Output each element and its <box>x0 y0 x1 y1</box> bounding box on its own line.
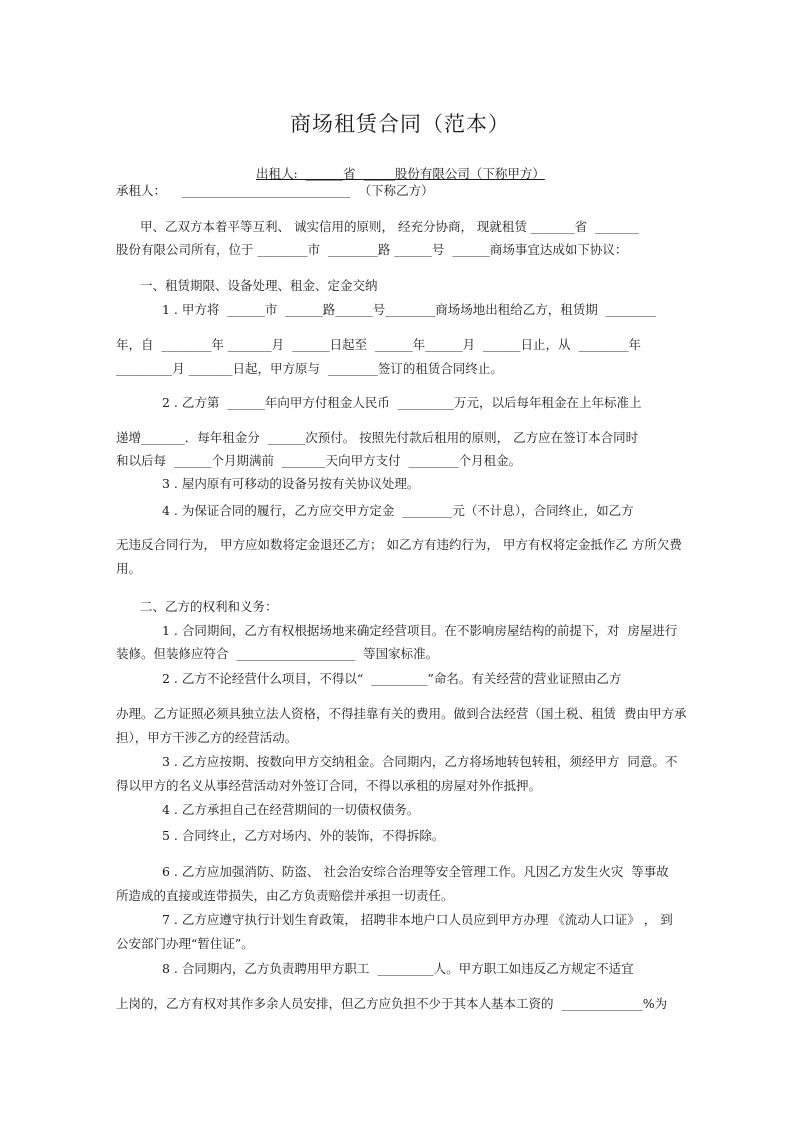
section1-line: _________月 _______日起，甲方原与 ________签订的租赁合同终止。 <box>116 361 503 376</box>
section2-line: 得以甲方的名义从事经营活动对外签订合同，不得以承租的房屋对外作抵押。 <box>116 778 542 793</box>
section2-line: 6 . 乙方应加强消防、防盗、 社会治安综合治理等安全管理工作。凡因乙方发生火灾 等事故 <box>162 864 669 879</box>
section2-line: 公安部门办理“暂住证”。 <box>116 936 254 951</box>
section1-line: 用。 <box>116 561 142 576</box>
section1-line: 和以后每 ______个月期满前 _______天向甲方支付 ________个月租金。 <box>116 453 522 468</box>
section1-line: 年，自 ________年 _______月 ______日起至 ______年______月 ______日止，从 ________年 <box>116 337 641 352</box>
section2-line: 装修。但装修应符合 ___________________ 等国家标准。 <box>116 646 439 661</box>
section2-line: 1 . 合同期间，乙方有权根据场地来确定经营项目。在不影响房屋结构的前提下，对 房屋进行 <box>162 623 678 638</box>
section1-line: 3 . 屋内原有可移动的设备另按有关协议处理。 <box>162 476 420 491</box>
section2-line: 3 . 乙方应按期、按数向甲方交纳租金。合同期内，乙方将场地转包转租，须经甲方 同意。不 <box>162 754 678 769</box>
section2-line: 4 . 乙方承担自己在经营期间的一切债权债务。 <box>162 802 420 817</box>
section2-heading: 二、乙方的权利和义务： <box>140 599 278 614</box>
intro-line: 股份有限公司所有，位于 ________市 ________路 ______号 ______商场事宜达成如下协议： <box>116 242 628 257</box>
intro-line: 甲、乙双方本着平等互利、 诚实信用的原则， 经充分协商， 现就租赁 _______省 _______ <box>140 219 639 234</box>
section2-line: 8 . 合同期内，乙方负责聘用甲方职工 _________人。甲方职工如违反乙方规定不适宜 <box>162 961 634 976</box>
section2-line: 所造成的直接或连带损失，由乙方负责赔偿并承担一切责任。 <box>116 888 454 903</box>
section1-line: 无违反合同行为， 甲方应如数将定金退还乙方； 如乙方有违约行为， 甲方有权将定金抵作乙 方所欠费 <box>116 537 682 552</box>
section2-line: 上岗的，乙方有权对其作多余人员安排，但乙方应负担不少于其本人基本工资的 _____________%为 <box>116 996 668 1011</box>
document-title: 商场租赁合同（范本） <box>290 112 510 136</box>
section1-line: 递增_______．每年租金分 ______次预付。 按照先付款后租用的原则， 乙方应在签订本合同时 <box>116 430 639 445</box>
section2-line: 办理。乙方证照必须具独立法人资格，不得挂靠有关的费用。做到合法经营（国土税、租赁 费由甲方承 <box>116 706 687 721</box>
lessor-line: 出租人: ______省 _____股份有限公司（下称甲方） <box>256 166 545 181</box>
section1-line: 1 . 甲方将 ______市 ______路______号________商场场地出租给乙方，租赁期 ________ <box>162 302 656 317</box>
section1-heading: 一、租赁期限、设备处理、租金、定金交纳 <box>140 278 378 293</box>
section1-line: 4 . 为保证合同的履行，乙方应交甲方定金 ________元（不计息），合同终止，如乙方 <box>162 503 634 518</box>
section2-line: 2 . 乙方不论经营什么项目，不得以“ _________”命名。有关经营的营业证照由乙方 <box>162 671 622 686</box>
lessee-line: 承租人： ___________________________ （下称乙方） <box>116 183 434 198</box>
section2-line: 7 . 乙方应遵守执行计划生育政策， 招聘非本地户口人员应到甲方办理 《流动人口证》 ， 到 <box>162 912 673 927</box>
section2-line: 5 . 合同终止，乙方对场内、外的装饰，不得拆除。 <box>162 828 445 843</box>
section2-line: 担），甲方干涉乙方的经营活动。 <box>116 730 298 745</box>
section1-line: 2 . 乙方第 ______年向甲方付租金人民币 _________万元，以后每年租金在上年标准上 <box>162 395 642 410</box>
